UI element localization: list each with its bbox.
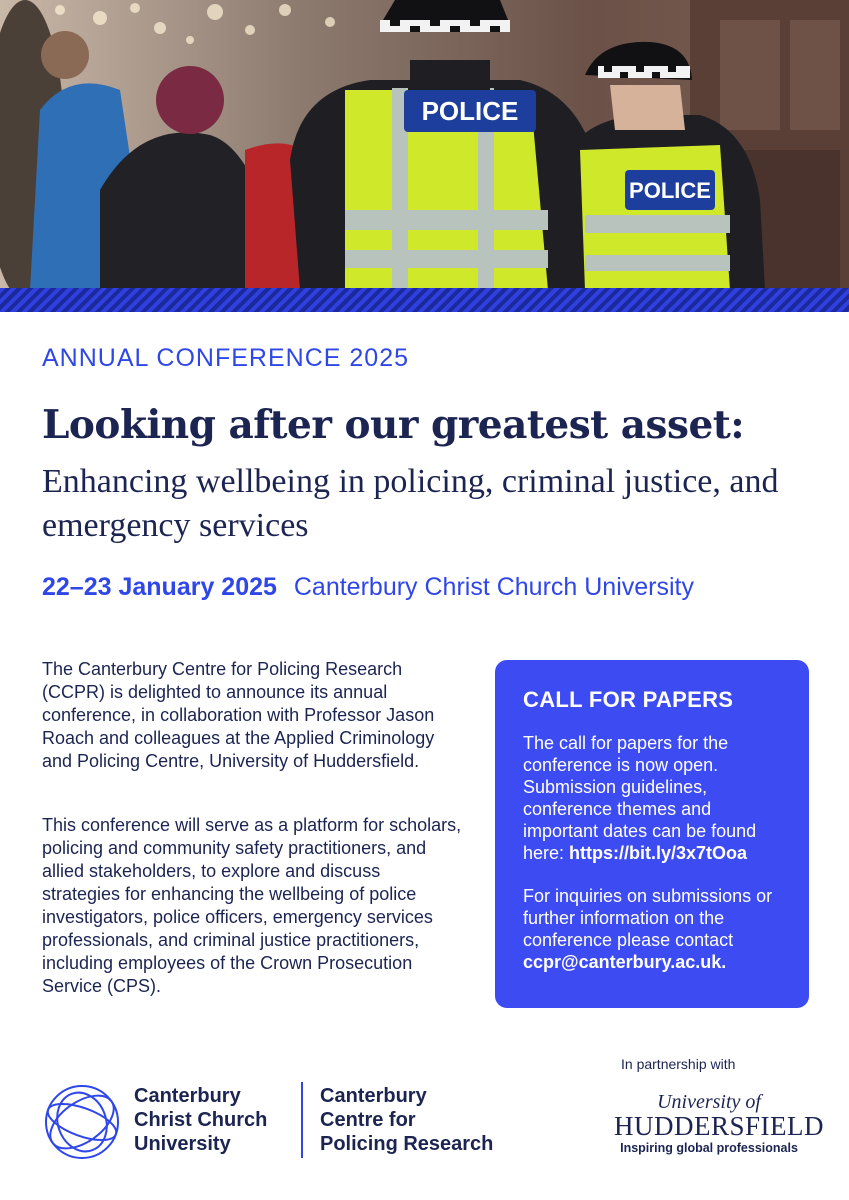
vest-label-2: POLICE: [629, 178, 711, 203]
call-for-papers-text: [523, 732, 783, 864]
centre-name: [320, 1084, 493, 1156]
university-name: [134, 1084, 267, 1156]
huddersfield-logo-line-1: University of: [657, 1091, 761, 1113]
contact-email[interactable]: ccpr@canterbury.ac.uk.: [523, 952, 727, 972]
call-for-papers-body: The call for papers for the conference is now open. Submission guidelines, conference themes and important dates can be found here:: [523, 733, 757, 863]
inquiries-body: For inquiries on submissions or further information on the conference please contact: [523, 886, 773, 950]
vest-label-1: POLICE: [421, 96, 519, 126]
event-date: 22–23 January 2025: [42, 573, 277, 601]
university-logo-icon: [42, 1082, 122, 1162]
huddersfield-logo: [614, 1091, 825, 1156]
huddersfield-tagline: Inspiring global professionals: [620, 1141, 798, 1155]
inquiries-text: [523, 885, 783, 973]
decorative-stripe: [0, 288, 849, 312]
call-for-papers-title: CALL FOR PAPERS: [523, 687, 734, 712]
centre-name-line-3: Policing Research: [320, 1133, 494, 1155]
university-name-line-2: Christ Church: [134, 1109, 268, 1131]
call-for-papers-panel: [495, 660, 809, 1008]
university-name-line-1: Canterbury: [134, 1085, 241, 1107]
logo-divider: [301, 1082, 303, 1158]
event-venue: Canterbury Christ Church University: [293, 573, 694, 601]
centre-name-line-2: Centre for: [320, 1109, 416, 1131]
centre-name-line-1: Canterbury: [320, 1085, 427, 1107]
event-dateline: [42, 573, 694, 602]
headline: Looking after our greatest asset:: [42, 402, 745, 448]
intro-paragraph: The Canterbury Centre for Policing Research (CCPR) is delighted to announce its annual conference, in collaboration with Professor Jason Roach and colleagues at the Applied Criminology and Policing Centre, University of Huddersfield.: [42, 659, 435, 771]
partnership-label: In partnership with: [621, 1056, 736, 1072]
call-for-papers-link[interactable]: https://bit.ly/3x7tOoa: [569, 843, 748, 863]
hero-photo: [0, 0, 849, 312]
police-officers-illustration: [0, 0, 849, 312]
conference-kicker: ANNUAL CONFERENCE 2025: [42, 344, 410, 372]
subheadline: Enhancing wellbeing in policing, criminal justice, and emergency services: [42, 463, 779, 544]
platform-paragraph: This conference will serve as a platform for scholars, policing and community safety practitioners, and allied stakeholders, to explore and discuss strategies for enhancing the wellbeing of police investigators, police officers, emergency services professionals, and criminal justice practitioners, including employees of the Crown Prosecution Service (CPS).: [42, 815, 462, 996]
university-name-line-3: University: [134, 1133, 231, 1155]
huddersfield-logo-line-2: HUDDERSFIELD: [614, 1111, 825, 1141]
